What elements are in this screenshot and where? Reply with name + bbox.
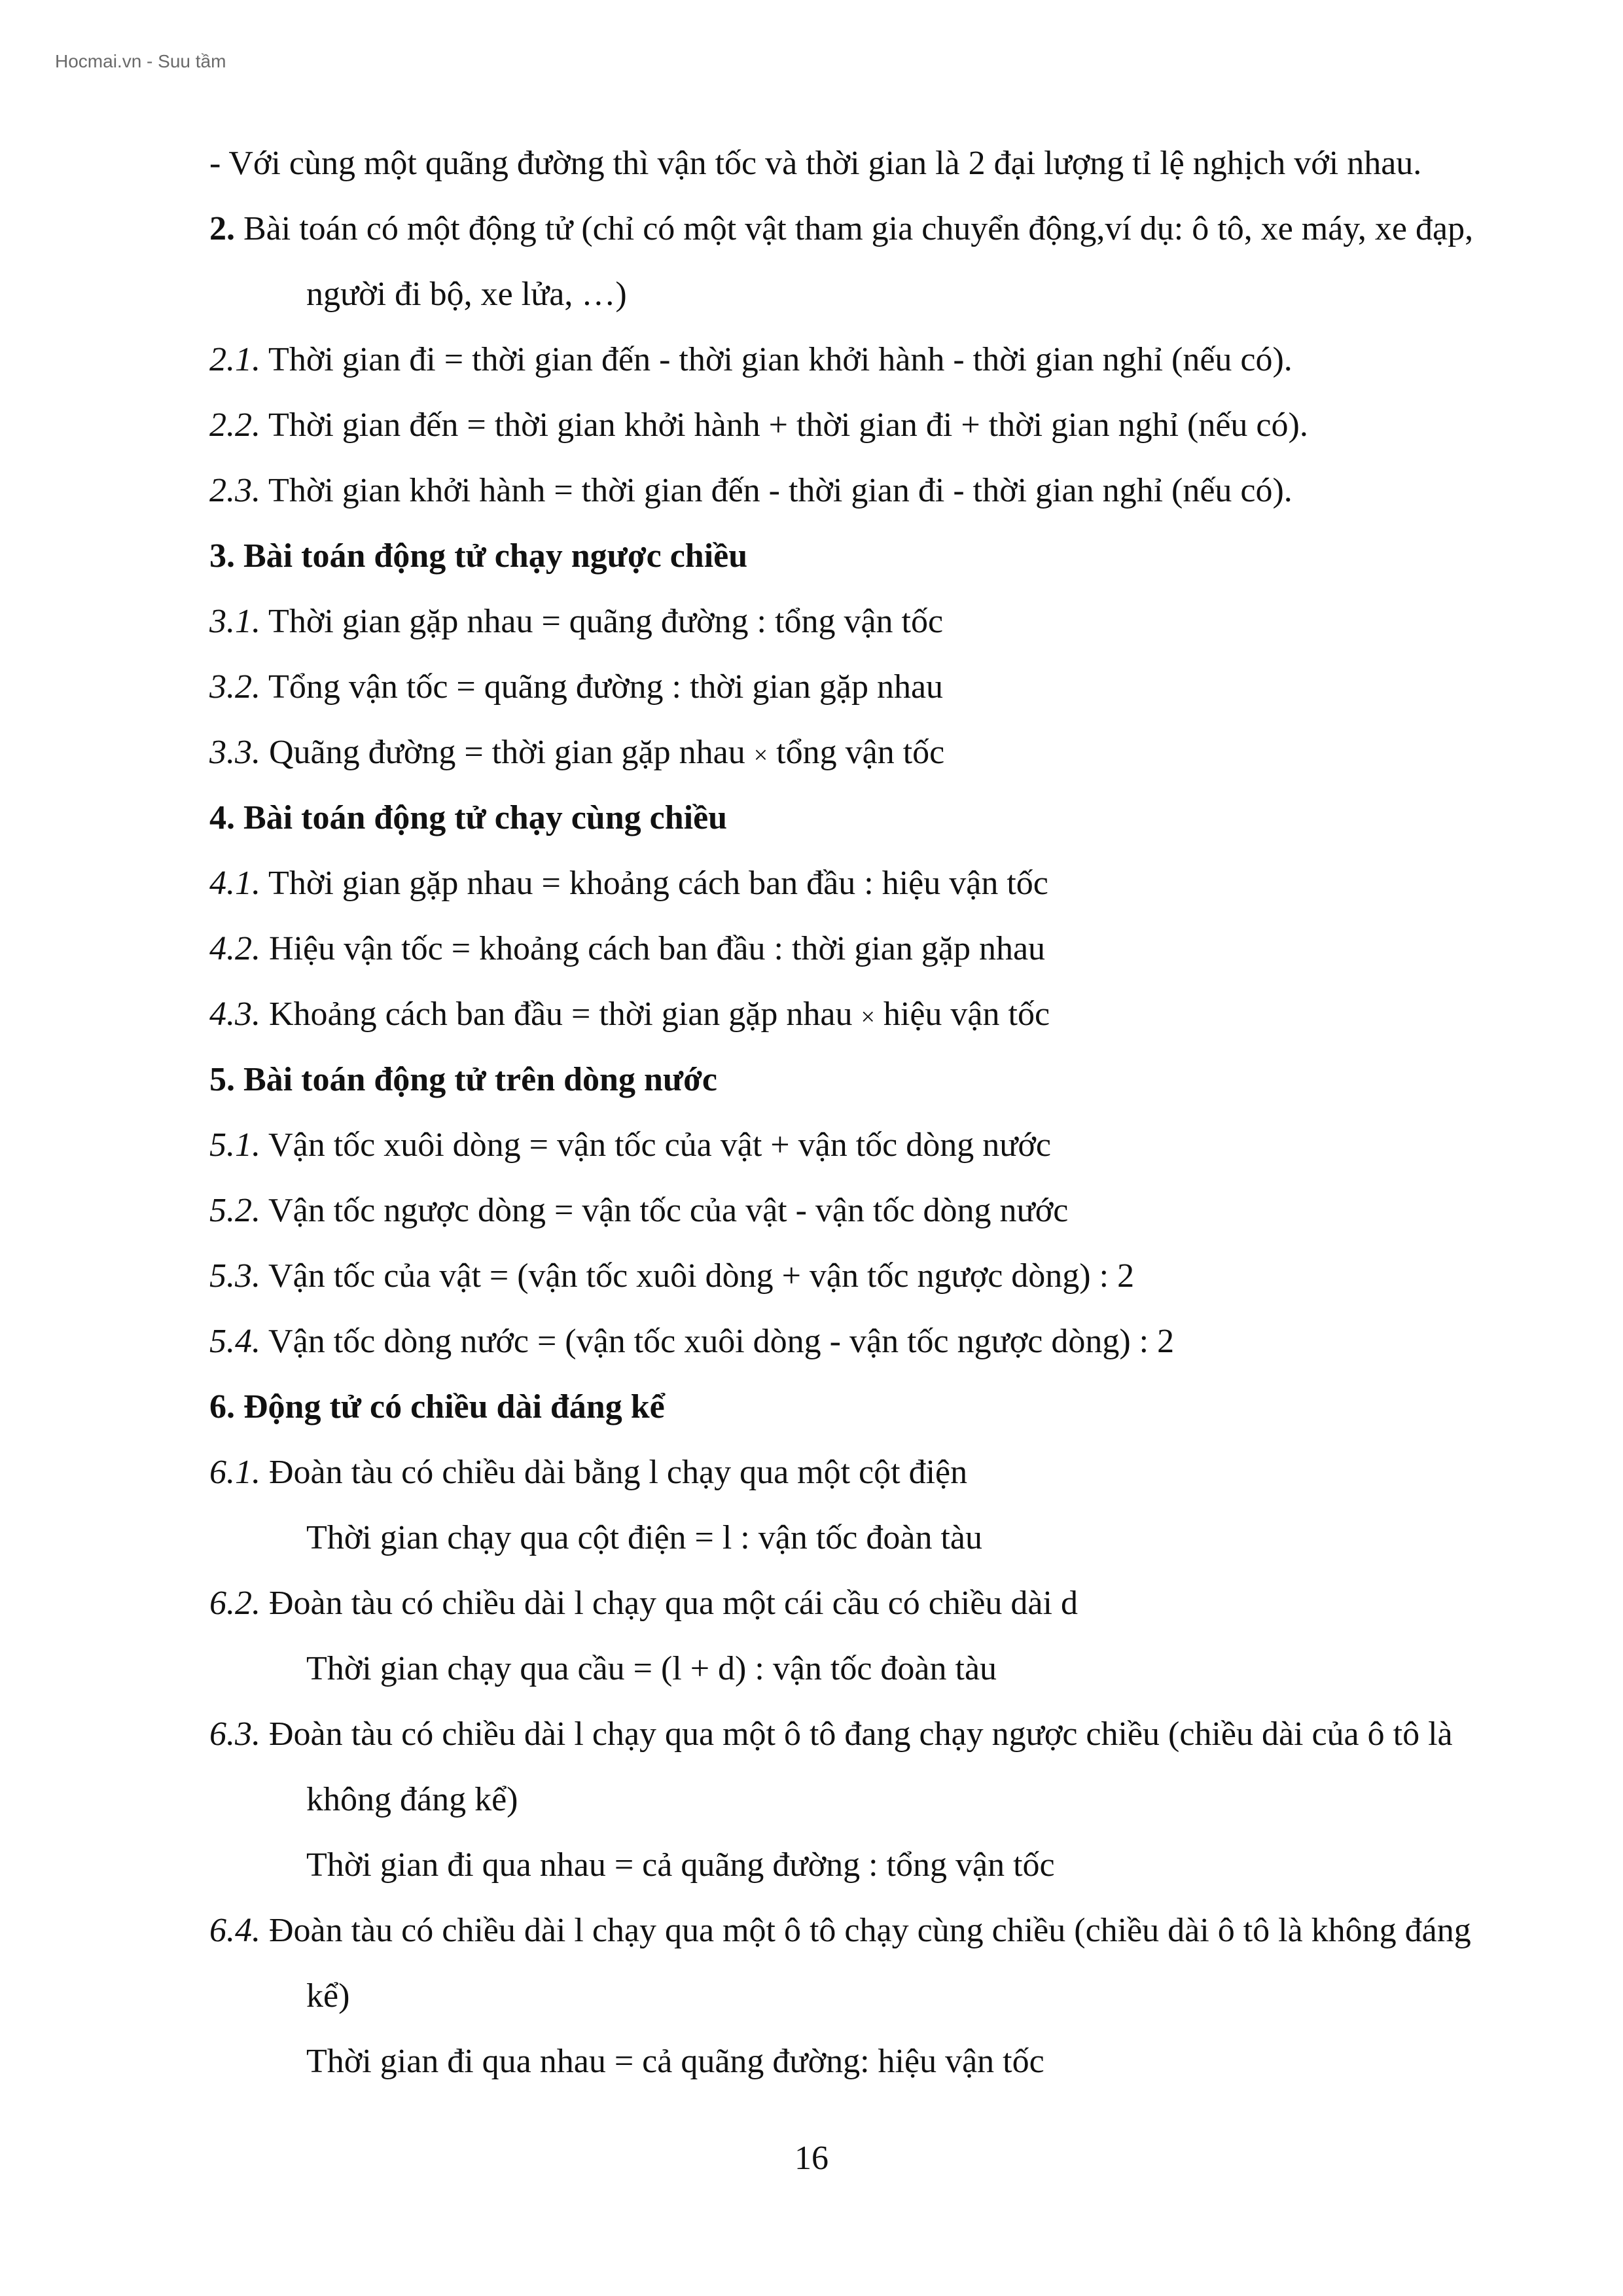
formula-line bbox=[209, 1178, 1623, 1244]
item-number: 5.1. bbox=[209, 1126, 260, 1164]
formula-line bbox=[209, 327, 1623, 393]
line-text: Bài toán có một động tử (chỉ có một vật tham gia chuyển động,ví dụ: ô tô, xe máy, xe đạp, bbox=[235, 210, 1474, 247]
item-number: 4.1. bbox=[209, 865, 260, 902]
line-text: người đi bộ, xe lửa, …) bbox=[306, 276, 627, 313]
item-number: 3.2. bbox=[209, 668, 260, 706]
line-text: Đoàn tàu có chiều dài l chạy qua một ô tô chạy cùng chiều (chiều dài ô tô là không đáng bbox=[260, 1912, 1471, 1949]
page-header-source: Hocmai.vn - Suu tầm bbox=[55, 51, 226, 71]
item-number: 3.3. bbox=[209, 734, 260, 771]
item-number: 5.2. bbox=[209, 1192, 260, 1229]
multiply-sign: × bbox=[861, 1003, 875, 1031]
item-number: 6.3. bbox=[209, 1715, 260, 1753]
line-text: hiệu vận tốc bbox=[874, 996, 1050, 1033]
line-text: Quãng đường = thời gian gặp nhau bbox=[260, 734, 754, 771]
line-text: Vận tốc xuôi dòng = vận tốc của vật + vận tốc dòng nước bbox=[260, 1126, 1051, 1164]
section-heading-3: 3. Bài toán động tử chạy ngược chiều bbox=[209, 537, 748, 575]
item-number: 2.3. bbox=[209, 472, 260, 509]
item-number: 6.1. bbox=[209, 1454, 260, 1491]
item-number: 6.2. bbox=[209, 1585, 260, 1622]
formula-line bbox=[209, 1440, 1623, 1505]
item-number: 2.2. bbox=[209, 406, 260, 444]
section-heading-2 bbox=[209, 196, 1623, 262]
paragraph-continuation: kể) bbox=[306, 1977, 350, 2015]
line-text: Đoàn tàu có chiều dài bằng l chạy qua một cột điện bbox=[260, 1454, 968, 1491]
formula-line bbox=[209, 1113, 1623, 1178]
formula-line bbox=[209, 589, 1623, 655]
line-text: Thời gian đi = thời gian đến - thời gian khởi hành - thời gian nghỉ (nếu có). bbox=[260, 341, 1293, 378]
line-text: Đoàn tàu có chiều dài l chạy qua một ô tô đang chạy ngược chiều (chiều dài của ô tô là bbox=[260, 1715, 1453, 1753]
item-number: 5.4. bbox=[209, 1323, 260, 1360]
line-text: Hiệu vận tốc = khoảng cách ban đầu : thời gian gặp nhau bbox=[260, 930, 1046, 967]
formula-line bbox=[209, 851, 1623, 916]
line-text: Thời gian đến = thời gian khởi hành + thời gian đi + thời gian nghỉ (nếu có). bbox=[260, 406, 1308, 444]
paragraph-continuation: không đáng kể) bbox=[306, 1781, 518, 1818]
line-text: Thời gian gặp nhau = khoảng cách ban đầu : hiệu vận tốc bbox=[260, 865, 1048, 902]
formula-line bbox=[209, 1702, 1623, 1767]
line-text: Vận tốc của vật = (vận tốc xuôi dòng + vận tốc ngược dòng) : 2 bbox=[260, 1257, 1135, 1295]
formula-line bbox=[209, 1244, 1623, 1309]
paragraph-continuation bbox=[209, 262, 1623, 327]
formula-detail: Thời gian đi qua nhau = cả quãng đường : tổng vận tốc bbox=[306, 1846, 1055, 1884]
formula-line bbox=[209, 393, 1623, 458]
formula-line bbox=[209, 1309, 1623, 1374]
line-text: Tổng vận tốc = quãng đường : thời gian gặp nhau bbox=[260, 668, 944, 706]
section-heading-6: 6. Động tử có chiều dài đáng kể bbox=[209, 1388, 665, 1426]
paragraph-line bbox=[209, 131, 1623, 196]
formula-line bbox=[209, 916, 1623, 982]
line-text: Đoàn tàu có chiều dài l chạy qua một cái cầu có chiều dài d bbox=[260, 1585, 1078, 1622]
formula-line bbox=[209, 1571, 1623, 1636]
item-number: 4.2. bbox=[209, 930, 260, 967]
line-text: Vận tốc dòng nước = (vận tốc xuôi dòng - vận tốc ngược dòng) : 2 bbox=[260, 1323, 1175, 1360]
formula-line bbox=[209, 982, 1623, 1047]
item-number: 2.1. bbox=[209, 341, 260, 378]
multiply-sign: × bbox=[753, 742, 768, 769]
formula-line bbox=[209, 458, 1623, 524]
document-body bbox=[209, 131, 1623, 2094]
formula-line bbox=[209, 720, 1623, 785]
section-number: 2. bbox=[209, 210, 235, 247]
formula-line bbox=[209, 655, 1623, 720]
line-text: Thời gian gặp nhau = quãng đường : tổng vận tốc bbox=[260, 603, 944, 640]
formula-line bbox=[209, 1898, 1623, 1964]
item-number: 3.1. bbox=[209, 603, 260, 640]
line-text: tổng vận tốc bbox=[768, 734, 945, 771]
page-number: 16 bbox=[794, 2140, 829, 2177]
item-number: 4.3. bbox=[209, 996, 260, 1033]
line-text: Vận tốc ngược dòng = vận tốc của vật - vận tốc dòng nước bbox=[260, 1192, 1069, 1229]
formula-detail: Thời gian chạy qua cột điện = l : vận tốc đoàn tàu bbox=[306, 1519, 982, 1556]
section-heading-4: 4. Bài toán động tử chạy cùng chiều bbox=[209, 799, 728, 836]
item-number: 6.4. bbox=[209, 1912, 260, 1949]
line-text: - Với cùng một quãng đường thì vận tốc và thời gian là 2 đại lượng tỉ lệ nghịch với nhau. bbox=[209, 145, 1422, 182]
item-number: 5.3. bbox=[209, 1257, 260, 1295]
line-text: Thời gian khởi hành = thời gian đến - thời gian đi - thời gian nghỉ (nếu có). bbox=[260, 472, 1293, 509]
line-text: Khoảng cách ban đầu = thời gian gặp nhau bbox=[260, 996, 861, 1033]
formula-detail: Thời gian chạy qua cầu = (l + d) : vận tốc đoàn tàu bbox=[306, 1650, 997, 1687]
section-heading-5: 5. Bài toán động tử trên dòng nước bbox=[209, 1061, 717, 1098]
formula-detail: Thời gian đi qua nhau = cả quãng đường: hiệu vận tốc bbox=[306, 2043, 1044, 2080]
